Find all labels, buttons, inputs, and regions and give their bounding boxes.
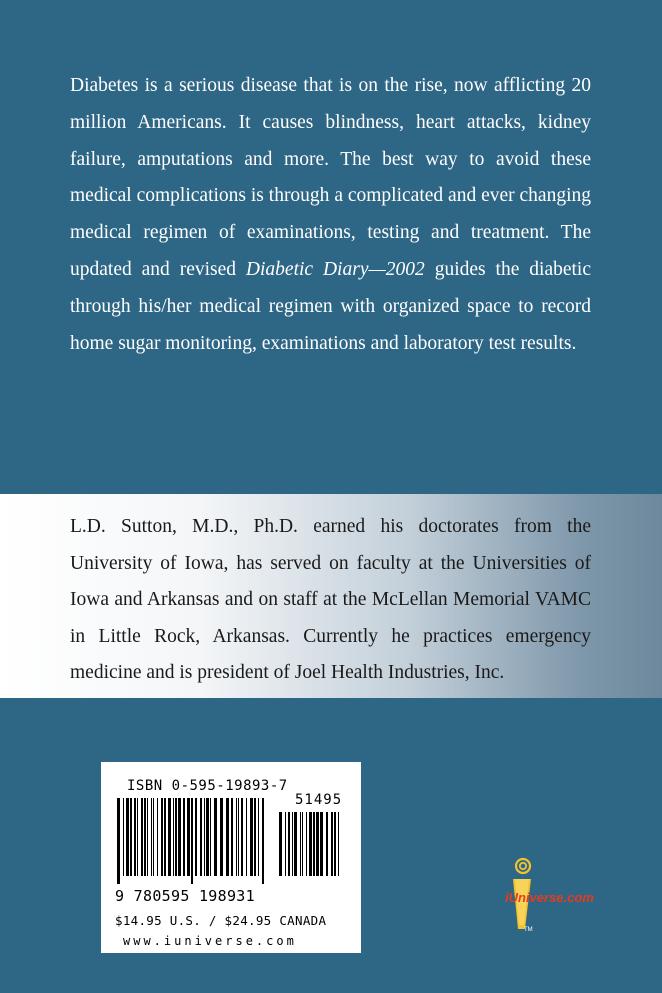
barcode-bar xyxy=(191,798,193,884)
barcode-bar xyxy=(157,798,158,876)
price-label: $14.95 U.S. / $24.95 CANADA xyxy=(115,913,327,928)
barcode-bar xyxy=(164,798,166,876)
barcode-bar xyxy=(134,798,136,876)
barcode-bar xyxy=(153,798,154,876)
barcode-bar xyxy=(288,812,290,876)
barcode-bar xyxy=(320,812,323,876)
barcode-bar xyxy=(168,798,171,876)
barcode-bar xyxy=(187,798,190,876)
barcode-bar xyxy=(246,798,247,876)
barcode-bar xyxy=(241,798,243,876)
addon-barcode xyxy=(277,812,343,884)
barcode-bar xyxy=(250,798,253,876)
barcode-bar xyxy=(316,812,319,876)
barcode-bar xyxy=(238,798,239,876)
barcode-bar xyxy=(175,798,177,876)
barcode-bar xyxy=(306,812,307,876)
barcode-bar xyxy=(137,798,138,876)
ean-barcode xyxy=(115,798,267,884)
barcode-bar xyxy=(285,812,286,876)
barcode-bar xyxy=(231,798,233,876)
description-text-1: Diabetes is a serious disease that is on the rise, now afflicting 20 million Americans. It causes blindness, heart attacks, kidney failure, amputations and more. The best way to avoid these medical complications is through a complicated and ever changing medical regimen of examinations, testing and treatment. The updated and revised xyxy=(70,75,591,280)
iuniverse-logo-text: iUniverse.com xyxy=(505,890,594,905)
description-text-2: guides the diabetic through his/her medical regimen with organized space to record home sugar monitoring, examinations and laboratory test results. xyxy=(70,258,591,354)
barcode-bar xyxy=(195,798,197,876)
barcode-bar xyxy=(292,812,293,876)
barcode-bar xyxy=(123,798,124,876)
barcode-bar xyxy=(220,798,223,876)
ean-number: 9 780595 198931 xyxy=(115,887,255,905)
barcode-bar xyxy=(313,812,315,876)
barcode-box xyxy=(101,762,361,953)
price-addon-number: 51495 xyxy=(295,792,343,808)
barcode-bar xyxy=(210,798,211,876)
barcode-bar xyxy=(338,812,339,876)
barcode-bar xyxy=(178,798,181,876)
barcode-bar xyxy=(331,812,333,876)
barcode-bar xyxy=(144,798,146,876)
isbn-label: ISBN 0-595-19893-7 xyxy=(127,778,288,794)
book-title: Diabetic Diary—2002 xyxy=(245,258,425,280)
publisher-website: www.iuniverse.com xyxy=(123,934,297,948)
barcode-bar xyxy=(334,812,336,876)
barcode-bar xyxy=(204,798,205,876)
barcode-bar xyxy=(117,798,120,884)
barcode-bar xyxy=(254,798,256,876)
barcode-bar xyxy=(161,798,163,876)
barcode-bar xyxy=(326,812,328,876)
barcode-bar xyxy=(126,798,129,876)
barcode-bar xyxy=(147,798,148,876)
barcode-bar xyxy=(226,798,229,876)
trademark-mark: TM xyxy=(524,927,533,933)
author-bio: L.D. Sutton, M.D., Ph.D. earned his doctorates from the University of Iowa, has served on faculty at the Universities of Iowa and Arkansas and on staff at the McLellan Memorial VAMC in Little Rock, Arkansas. Currently he practices emergency medicine and is president of Joel Health Industries, Inc. xyxy=(70,516,591,683)
iuniverse-logo xyxy=(475,855,594,940)
barcode-bar xyxy=(200,798,202,876)
barcode-bar xyxy=(141,798,143,876)
barcode-bar xyxy=(309,812,312,876)
barcode-bar xyxy=(151,798,152,876)
barcode-bar xyxy=(300,812,301,876)
barcode-bar xyxy=(206,798,209,876)
barcode-bar xyxy=(262,798,264,884)
barcode-bar xyxy=(302,812,303,876)
barcode-bar xyxy=(183,798,185,876)
barcode-bar xyxy=(258,798,259,876)
barcode-bar xyxy=(214,798,217,876)
barcode-bar xyxy=(173,798,174,876)
barcode-bar xyxy=(236,798,237,876)
barcode-bar xyxy=(294,812,297,876)
book-description xyxy=(70,68,591,362)
barcode-bar xyxy=(130,798,132,876)
barcode-bar xyxy=(279,812,282,876)
